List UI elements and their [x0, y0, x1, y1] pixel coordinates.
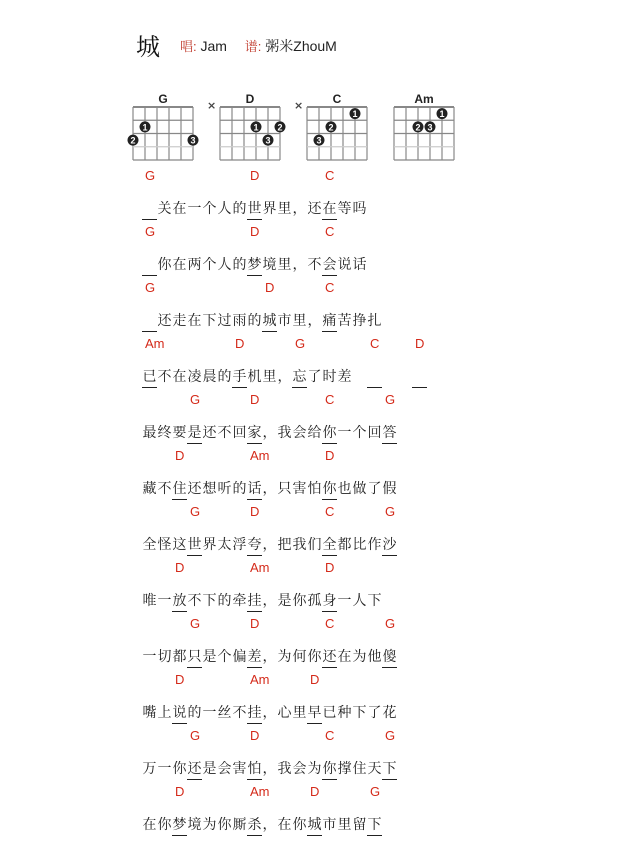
lyric-line: [142, 756, 427, 784]
lyric-line: [142, 420, 427, 448]
chord-label[interactable]: C: [325, 616, 335, 631]
chord-label[interactable]: D: [325, 560, 335, 575]
chord-label[interactable]: Am: [250, 784, 270, 799]
chord-line: [142, 784, 427, 812]
chord-diagrams: [0, 0, 622, 175]
chord-diagram-d: [207, 92, 286, 160]
lyric-text: 唯 一 放 不 下 的 牵 挂 ， 是 你 孤 身 一 人 下: [142, 588, 427, 612]
chord-label[interactable]: D: [250, 616, 260, 631]
finger-number: 1: [142, 122, 148, 133]
finger-number: 3: [427, 122, 433, 133]
chord-diagram-am: [394, 92, 454, 160]
finger-number: 2: [130, 135, 136, 146]
chord-label[interactable]: D: [235, 336, 245, 351]
lyric-line: [142, 252, 427, 280]
chord-line: [142, 392, 427, 420]
chord-line: [142, 728, 427, 756]
lyric-text: 在 你 梦 境 为 你 厮 杀 ， 在 你 城 市 里 留 下: [142, 812, 427, 836]
finger-number: 3: [190, 135, 196, 146]
tab-author-name[interactable]: 粥米ZhouM: [265, 38, 337, 54]
chord-label[interactable]: C: [325, 504, 335, 519]
chord-line: [142, 616, 427, 644]
chord-label[interactable]: D: [310, 784, 320, 799]
chord-label[interactable]: G: [190, 728, 201, 743]
chord-label[interactable]: G: [145, 224, 156, 239]
chord-label[interactable]: Am: [250, 448, 270, 463]
chord-diagram-name: G: [158, 92, 168, 106]
chord-label[interactable]: G: [190, 392, 201, 407]
finger-number: 3: [316, 135, 322, 146]
chord-label[interactable]: D: [175, 560, 185, 575]
chord-label[interactable]: G: [385, 392, 396, 407]
lyric-line: [142, 308, 427, 336]
chord-label[interactable]: D: [250, 504, 260, 519]
chord-line: [142, 168, 427, 196]
chord-line: [142, 672, 427, 700]
chord-label[interactable]: G: [145, 280, 156, 295]
lyric-line: [142, 476, 427, 504]
chord-label[interactable]: D: [415, 336, 425, 351]
lyric-line: [142, 700, 427, 728]
chord-label[interactable]: Am: [250, 560, 270, 575]
lyric-text: 最 终 要 是 还 不 回 家 ， 我 会 给 你 一 个 回 答: [142, 420, 427, 444]
chord-label[interactable]: G: [190, 616, 201, 631]
chord-line: [142, 560, 427, 588]
finger-number: 2: [415, 122, 421, 133]
lyric-text: 你 在 两 个 人 的 梦 境 里 ， 不 会 说 话: [142, 252, 427, 276]
chord-line: [142, 224, 427, 252]
lyric-text: 还 走 在 下 过 雨 的 城 市 里 ， 痛 苦 挣 扎: [142, 308, 427, 332]
muted-string-icon: ×: [294, 99, 304, 112]
chord-diagram-name: Am: [414, 92, 434, 106]
lyric-text: 嘴 上 说 的 一 丝 不 挂 ， 心 里 早 已 种 下 了 花: [142, 700, 427, 724]
lyric-text: 已 不 在 凌 晨 的 手 机 里 ， 忘 了 时 差: [142, 364, 427, 388]
chord-label[interactable]: C: [325, 728, 335, 743]
chord-label[interactable]: Am: [250, 672, 270, 687]
chord-label[interactable]: D: [250, 224, 260, 239]
chord-label[interactable]: D: [310, 672, 320, 687]
chord-line: [142, 280, 427, 308]
chord-label[interactable]: D: [250, 168, 260, 183]
chord-diagram-g: [128, 92, 199, 160]
chord-label[interactable]: G: [385, 616, 396, 631]
finger-number: 3: [265, 135, 271, 146]
chord-label[interactable]: C: [325, 392, 335, 407]
finger-number: 1: [439, 109, 445, 120]
song-title: 城: [136, 33, 160, 61]
muted-string-icon: ×: [207, 99, 217, 112]
finger-number: 2: [328, 122, 334, 133]
chord-label[interactable]: D: [265, 280, 275, 295]
finger-number: 1: [253, 122, 259, 133]
singer-name[interactable]: Jam: [200, 38, 227, 54]
chord-label[interactable]: D: [175, 672, 185, 687]
chord-label[interactable]: C: [325, 224, 335, 239]
lyric-text: 藏 不 住 还 想 听 的 话 ， 只 害 怕 你 也 做 了 假: [142, 476, 427, 500]
chord-label[interactable]: D: [250, 728, 260, 743]
lyric-line: [142, 532, 427, 560]
chord-label[interactable]: D: [325, 448, 335, 463]
finger-number: 2: [277, 122, 283, 133]
lyric-line: [142, 812, 427, 840]
lyric-text: 一 切 都 只 是 个 偏 差 ， 为 何 你 还 在 为 他 傻: [142, 644, 427, 668]
singer-label: 唱:: [180, 39, 197, 54]
chord-label[interactable]: G: [370, 784, 381, 799]
tab-author-label: 谱:: [244, 39, 262, 54]
chord-label[interactable]: D: [175, 448, 185, 463]
lyric-line: [142, 196, 427, 224]
chord-label[interactable]: G: [385, 504, 396, 519]
finger-number: 1: [352, 109, 358, 120]
chord-label[interactable]: C: [325, 280, 335, 295]
chord-line: [142, 336, 427, 364]
chord-label[interactable]: D: [175, 784, 185, 799]
lyric-text: 关 在 一 个 人 的 世 界 里 ， 还 在 等 吗: [142, 196, 427, 220]
song-sheet: [142, 168, 427, 840]
chord-label[interactable]: G: [145, 168, 156, 183]
lyric-line: [142, 644, 427, 672]
chord-diagram-name: D: [245, 92, 255, 106]
chord-label[interactable]: Am: [145, 336, 165, 351]
chord-line: [142, 504, 427, 532]
lyric-line: [142, 364, 427, 392]
lyric-text: 全 怪 这 世 界 太 浮 夸 ， 把 我 们 全 都 比 作 沙: [142, 532, 427, 556]
lyric-line: [142, 588, 427, 616]
chord-diagram-c: [294, 92, 367, 160]
lyric-text: 万 一 你 还 是 会 害 怕 ， 我 会 为 你 撑 住 天 下: [142, 756, 427, 780]
chord-label[interactable]: C: [325, 168, 335, 183]
chord-line: [142, 448, 427, 476]
chord-diagram-name: C: [332, 92, 342, 106]
chord-label[interactable]: D: [250, 392, 260, 407]
chord-label[interactable]: C: [370, 336, 380, 351]
chord-label[interactable]: G: [385, 728, 396, 743]
chord-label[interactable]: G: [190, 504, 201, 519]
chord-label[interactable]: G: [295, 336, 306, 351]
